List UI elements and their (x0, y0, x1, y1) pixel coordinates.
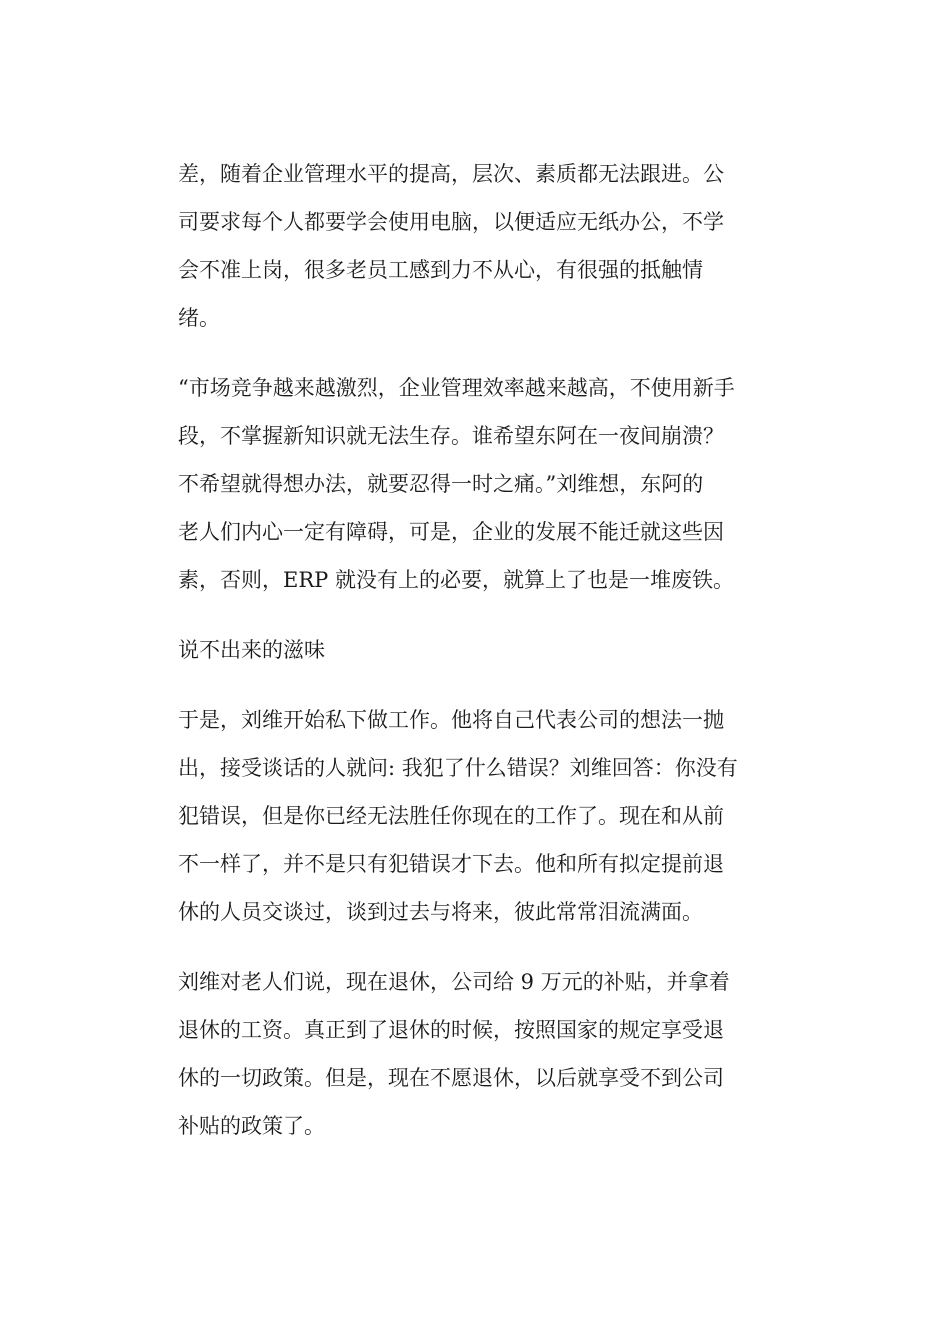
text-line: 休的人员交谈过，谈到过去与将来，彼此常常泪流满面。 (178, 900, 703, 924)
paragraph-3 (178, 696, 778, 936)
text-line: 绪。 (178, 306, 220, 330)
text-line: 犯错误，但是你已经无法胜任你现在的工作了。现在和从前 (178, 804, 724, 828)
text-line: 退休的工资。真正到了退休的时候，按照国家的规定享受退 (178, 1018, 724, 1042)
text-line: 会不准上岗，很多老员工感到力不从心，有很强的抵触情 (178, 258, 703, 282)
text-line: 补贴的政策了。 (178, 1114, 325, 1138)
text-line: 老人们内心一定有障碍，可是，企业的发展不能迁就这些因 (178, 520, 724, 544)
text-line: 刘维对老人们说，现在退休，公司给 9 万元的补贴，并拿着 (178, 970, 730, 994)
text-line: 差，随着企业管理水平的提高，层次、素质都无法跟进。公 (178, 162, 724, 186)
text-line: 司要求每个人都要学会使用电脑，以便适应无纸办公，不学 (178, 210, 724, 234)
text-line: 不希望就得想办法，就要忍得一时之痛。”刘维想，东阿的 (178, 472, 704, 496)
text-line: 段，不掌握新知识就无法生存。谁希望东阿在一夜间崩溃？ (178, 424, 724, 448)
text-line: 素，否则，ERP 就没有上的必要，就算上了也是一堆废铁。 (178, 568, 734, 592)
text-line: 于是，刘维开始私下做工作。他将自己代表公司的想法一抛 (178, 708, 724, 732)
section-heading (178, 626, 778, 674)
paragraph-1 (178, 150, 778, 342)
text-line: 出，接受谈话的人就问: 我犯了什么错误？刘维回答：你没有 (178, 756, 738, 780)
document-body (178, 150, 778, 1172)
paragraph-4 (178, 958, 778, 1150)
heading-text: 说不出来的滋味 (178, 638, 325, 662)
text-line: 不一样了，并不是只有犯错误才下去。他和所有拟定提前退 (178, 852, 724, 876)
text-line: 休的一切政策。但是，现在不愿退休，以后就享受不到公司 (178, 1066, 724, 1090)
text-line: “市场竞争越来越激烈，企业管理效率越来越高，不使用新手 (178, 376, 735, 400)
paragraph-2 (178, 364, 778, 604)
